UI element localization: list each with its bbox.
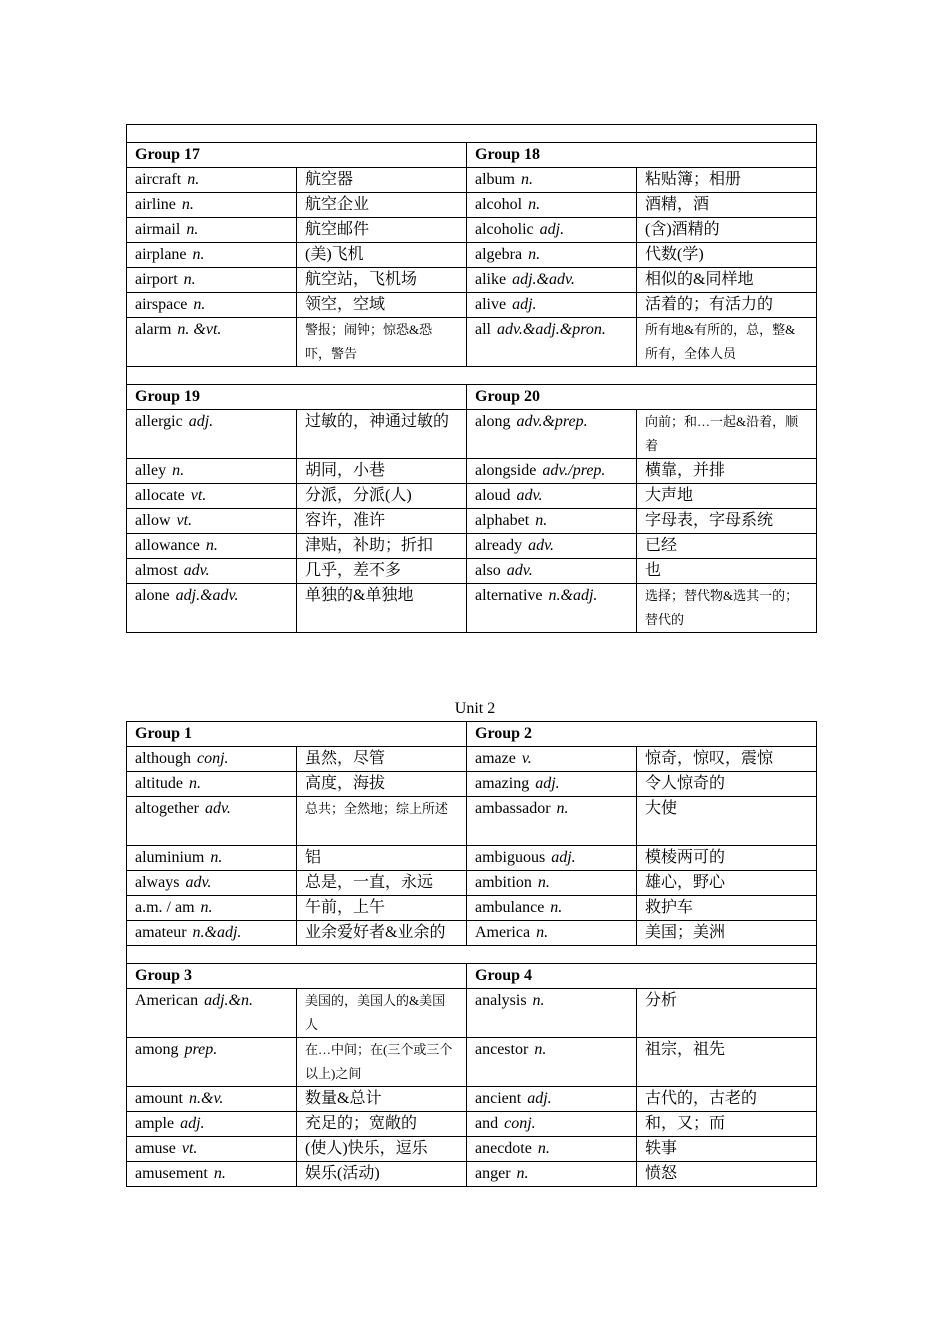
word-cell [127,772,297,797]
meaning-cell: 娱乐(活动) [297,1162,467,1187]
word: almost [135,562,178,579]
part-of-speech: n. [532,992,545,1009]
word-cell [467,772,637,797]
part-of-speech: n.&adj. [548,587,598,604]
meaning-cell: 横靠，并排 [637,459,817,484]
word-cell [127,1087,297,1112]
meaning-cell: 所有地&有所的，总，整&所有，全体人员 [637,318,817,367]
word: alike [475,271,507,288]
meaning-cell: 轶事 [637,1137,817,1162]
meaning-cell: 字母表，字母系统 [637,509,817,534]
part-of-speech: n. [537,1140,550,1157]
word-cell [127,896,297,921]
word: airplane [135,246,187,263]
table-row [127,1137,817,1162]
part-of-speech: adv. [516,487,543,504]
meaning-cell: 胡同，小巷 [297,459,467,484]
table-row [127,293,817,318]
meaning-cell: 几乎，差不多 [297,559,467,584]
table-row [127,846,817,871]
meaning-cell: (使人)快乐，逗乐 [297,1137,467,1162]
meaning-cell: 选择；替代物&选其一的；替代的 [637,584,817,633]
table-row [127,484,817,509]
word: allocate [135,487,185,504]
word-cell [467,1038,637,1087]
table-row [127,871,817,896]
table-row [127,218,817,243]
word: already [475,537,523,554]
meaning-cell: 铝 [297,846,467,871]
word: amazing [475,775,530,792]
word: airmail [135,221,181,238]
word: algebra [475,246,523,263]
word: allowance [135,537,200,554]
word-cell [467,559,637,584]
word-cell [467,410,637,459]
group-header-row [127,143,817,168]
word-cell [127,268,297,293]
meaning-cell: 分析 [637,989,817,1038]
word: airline [135,196,176,213]
word-cell [467,318,637,367]
group-title: Group 20 [467,385,817,410]
meaning-cell: 雄心，野心 [637,871,817,896]
word-cell [127,193,297,218]
part-of-speech: adj. [512,296,537,313]
spacer-row [127,367,817,385]
meaning-cell: 祖宗，祖先 [637,1038,817,1087]
word-cell [127,921,297,946]
part-of-speech: adj. [535,775,560,792]
table-row [127,772,817,797]
part-of-speech: adv.&adj.&pron. [497,321,606,338]
part-of-speech: adv. [204,800,231,817]
part-of-speech: n. [181,196,194,213]
part-of-speech: n. [213,1165,226,1182]
word: amateur [135,924,187,941]
word-cell [127,1137,297,1162]
word-cell [467,193,637,218]
word-cell [127,1038,297,1087]
table-row [127,318,817,367]
part-of-speech: vt. [181,1140,198,1157]
meaning-cell: 美国；美洲 [637,921,817,946]
table-row [127,1162,817,1187]
part-of-speech: n. [188,775,201,792]
part-of-speech: n. [210,849,223,866]
part-of-speech: conj. [197,750,229,767]
meaning-cell: 航空器 [297,168,467,193]
word: and [475,1115,499,1132]
word-cell [127,293,297,318]
meaning-cell: (含)酒精的 [637,218,817,243]
word-cell [127,243,297,268]
group-title: Group 17 [127,143,467,168]
table-row [127,896,817,921]
table-row [127,168,817,193]
word: all [475,321,491,338]
word: alcoholic [475,221,534,238]
word-cell [467,293,637,318]
table-row [127,1038,817,1087]
word: alley [135,462,167,479]
word-cell [467,871,637,896]
meaning-cell: 业余爱好者&业余的 [297,921,467,946]
word: aloud [475,487,511,504]
word: altitude [135,775,183,792]
group-title: Group 19 [127,385,467,410]
word-cell [127,318,297,367]
meaning-cell: 模棱两可的 [637,846,817,871]
meaning-cell: 美国的，美国人的&美国人 [297,989,467,1038]
part-of-speech: n. [187,171,200,188]
part-of-speech: n. [556,800,569,817]
meaning-cell: 和，又；而 [637,1112,817,1137]
table-row [127,747,817,772]
meaning-cell: 愤怒 [637,1162,817,1187]
word: anecdote [475,1140,532,1157]
word: ambassador [475,800,551,817]
meaning-cell: 已经 [637,534,817,559]
part-of-speech: n. [186,221,199,238]
word: alphabet [475,512,530,529]
part-of-speech: adj.&adv. [175,587,239,604]
word: allergic [135,413,183,430]
part-of-speech: v. [521,750,532,767]
part-of-speech: adj. [551,849,576,866]
word: alongside [475,462,537,479]
meaning-cell: 总是，一直，永远 [297,871,467,896]
part-of-speech: n. [200,899,213,916]
meaning-cell: 向前；和…一起&沿着，顺着 [637,410,817,459]
word-cell [127,410,297,459]
table-row [127,989,817,1038]
table-row [127,559,817,584]
word-cell [127,797,297,846]
part-of-speech: adj.&adv. [512,271,575,288]
meaning-cell: 警报；闹钟；惊恐&恐吓，警告 [297,318,467,367]
word-cell [127,509,297,534]
word-cell [127,218,297,243]
meaning-cell: 午前，上午 [297,896,467,921]
group-title: Group 3 [127,964,467,989]
part-of-speech: prep. [184,1041,218,1058]
word-cell [467,168,637,193]
meaning-cell: 数量&总计 [297,1087,467,1112]
word-cell [127,1112,297,1137]
word: also [475,562,501,579]
meaning-cell: 航空邮件 [297,218,467,243]
word: alive [475,296,507,313]
word-cell [467,1112,637,1137]
word: ambiguous [475,849,546,866]
word-cell [467,484,637,509]
word-cell [467,509,637,534]
meaning-cell: 在…中间；在(三个或三个以上)之间 [297,1038,467,1087]
word: alone [135,587,170,604]
word-cell [127,534,297,559]
meaning-cell: 代数(学) [637,243,817,268]
meaning-cell: 高度，海拔 [297,772,467,797]
word-cell [467,1162,637,1187]
word-cell [467,921,637,946]
part-of-speech: n. [528,246,541,263]
table-row [127,243,817,268]
word: altogether [135,800,199,817]
part-of-speech: adv. [528,537,554,554]
part-of-speech: vt. [190,487,207,504]
part-of-speech: n. [172,462,185,479]
group-title: Group 4 [467,964,817,989]
word-cell [467,896,637,921]
table-row [127,509,817,534]
group-header-row [127,964,817,989]
part-of-speech: conj. [504,1115,536,1132]
word: anger [475,1165,511,1182]
word: ancestor [475,1041,529,1058]
word-cell [467,989,637,1038]
meaning-cell: 分派，分派(人) [297,484,467,509]
part-of-speech: n. [535,512,548,529]
word-cell [127,484,297,509]
part-of-speech: vt. [176,512,193,529]
part-of-speech: adv. [185,874,212,891]
group-header-row [127,722,817,747]
word: ample [135,1115,175,1132]
word-cell [467,1087,637,1112]
word: allow [135,512,171,529]
part-of-speech: n. &vt. [177,321,222,338]
part-of-speech: n. [205,537,218,554]
meaning-cell: 相似的&同样地 [637,268,817,293]
table-row [127,193,817,218]
meaning-cell: 惊奇，惊叹，震惊 [637,747,817,772]
part-of-speech: adv./prep. [542,462,606,479]
word: ambulance [475,899,545,916]
word-cell [127,846,297,871]
meaning-cell: 酒精，酒 [637,193,817,218]
meaning-cell: 救护车 [637,896,817,921]
word: ambition [475,874,532,891]
table-row [127,534,817,559]
word: album [475,171,515,188]
word-cell [127,459,297,484]
word-cell [467,243,637,268]
meaning-cell: 也 [637,559,817,584]
part-of-speech: n. [528,196,541,213]
word: along [475,413,511,430]
word-cell [467,797,637,846]
table-row [127,797,817,846]
meaning-cell: 令人惊奇的 [637,772,817,797]
word: analysis [475,992,527,1009]
part-of-speech: n. [516,1165,529,1182]
word: aluminium [135,849,205,866]
group-title: Group 2 [467,722,817,747]
word-cell [127,584,297,633]
part-of-speech: n. [534,1041,547,1058]
word-cell [467,218,637,243]
spacer-row [127,125,817,143]
meaning-cell: (美)飞机 [297,243,467,268]
unit-title: Unit 2 [454,700,496,717]
meaning-cell: 粘贴簿；相册 [637,168,817,193]
meaning-cell: 总共；全然地；综上所述 [297,797,467,846]
meaning-cell: 充足的；宽敞的 [297,1112,467,1137]
meaning-cell: 大使 [637,797,817,846]
word: amaze [475,750,516,767]
table-row [127,1112,817,1137]
part-of-speech: n. [193,296,206,313]
table-row [127,1087,817,1112]
meaning-cell: 大声地 [637,484,817,509]
word-cell [127,747,297,772]
table-row [127,921,817,946]
part-of-speech: adj. [539,221,565,238]
spacer-row [127,946,817,964]
meaning-cell: 领空，空域 [297,293,467,318]
word-cell [467,584,637,633]
word-cell [127,559,297,584]
word: airport [135,271,178,288]
group-title: Group 18 [467,143,817,168]
part-of-speech: n. [183,271,196,288]
meaning-cell: 容许，准许 [297,509,467,534]
word-cell [127,871,297,896]
part-of-speech: n. [192,246,205,263]
word: alarm [135,321,172,338]
meaning-cell: 单独的&单独地 [297,584,467,633]
word: although [135,750,191,767]
group-header-row [127,385,817,410]
word-cell [467,534,637,559]
word: always [135,874,180,891]
word-cell [127,1162,297,1187]
table-row [127,410,817,459]
table-row [127,268,817,293]
word: aircraft [135,171,182,188]
part-of-speech: n. [536,924,549,941]
unit1-vocab-table [126,124,817,633]
word: amount [135,1090,183,1107]
word: ancient [475,1090,522,1107]
part-of-speech: n. [521,171,533,188]
meaning-cell: 航空站，飞机场 [297,268,467,293]
word-cell [467,846,637,871]
part-of-speech: adv. [506,562,533,579]
word-cell [467,268,637,293]
word: airspace [135,296,188,313]
word-cell [467,747,637,772]
part-of-speech: adj. [527,1090,552,1107]
part-of-speech: adj. [188,413,214,430]
meaning-cell: 古代的，古老的 [637,1087,817,1112]
word: America [475,924,531,941]
word: alcohol [475,196,523,213]
table-row [127,459,817,484]
word: among [135,1041,179,1058]
meaning-cell: 虽然，尽管 [297,747,467,772]
part-of-speech: n.&v. [189,1090,224,1107]
word-cell [467,1137,637,1162]
word: amusement [135,1165,208,1182]
part-of-speech: n. [550,899,563,916]
word: a.m. / am [135,899,195,916]
part-of-speech: n. [537,874,550,891]
word: amuse [135,1140,176,1157]
unit2-vocab-table [126,721,817,1187]
word: American [135,992,199,1009]
meaning-cell: 活着的；有活力的 [637,293,817,318]
word-cell [127,168,297,193]
meaning-cell: 津贴，补助；折扣 [297,534,467,559]
word-cell [127,989,297,1038]
part-of-speech: adv.&prep. [516,413,588,430]
part-of-speech: adj. [180,1115,205,1132]
word: alternative [475,587,543,604]
table-row [127,584,817,633]
group-title: Group 1 [127,722,467,747]
meaning-cell: 过敏的，神通过敏的 [297,410,467,459]
word-cell [467,459,637,484]
part-of-speech: adj.&n. [204,992,253,1009]
part-of-speech: n.&adj. [192,924,242,941]
part-of-speech: adv. [183,562,210,579]
meaning-cell: 航空企业 [297,193,467,218]
